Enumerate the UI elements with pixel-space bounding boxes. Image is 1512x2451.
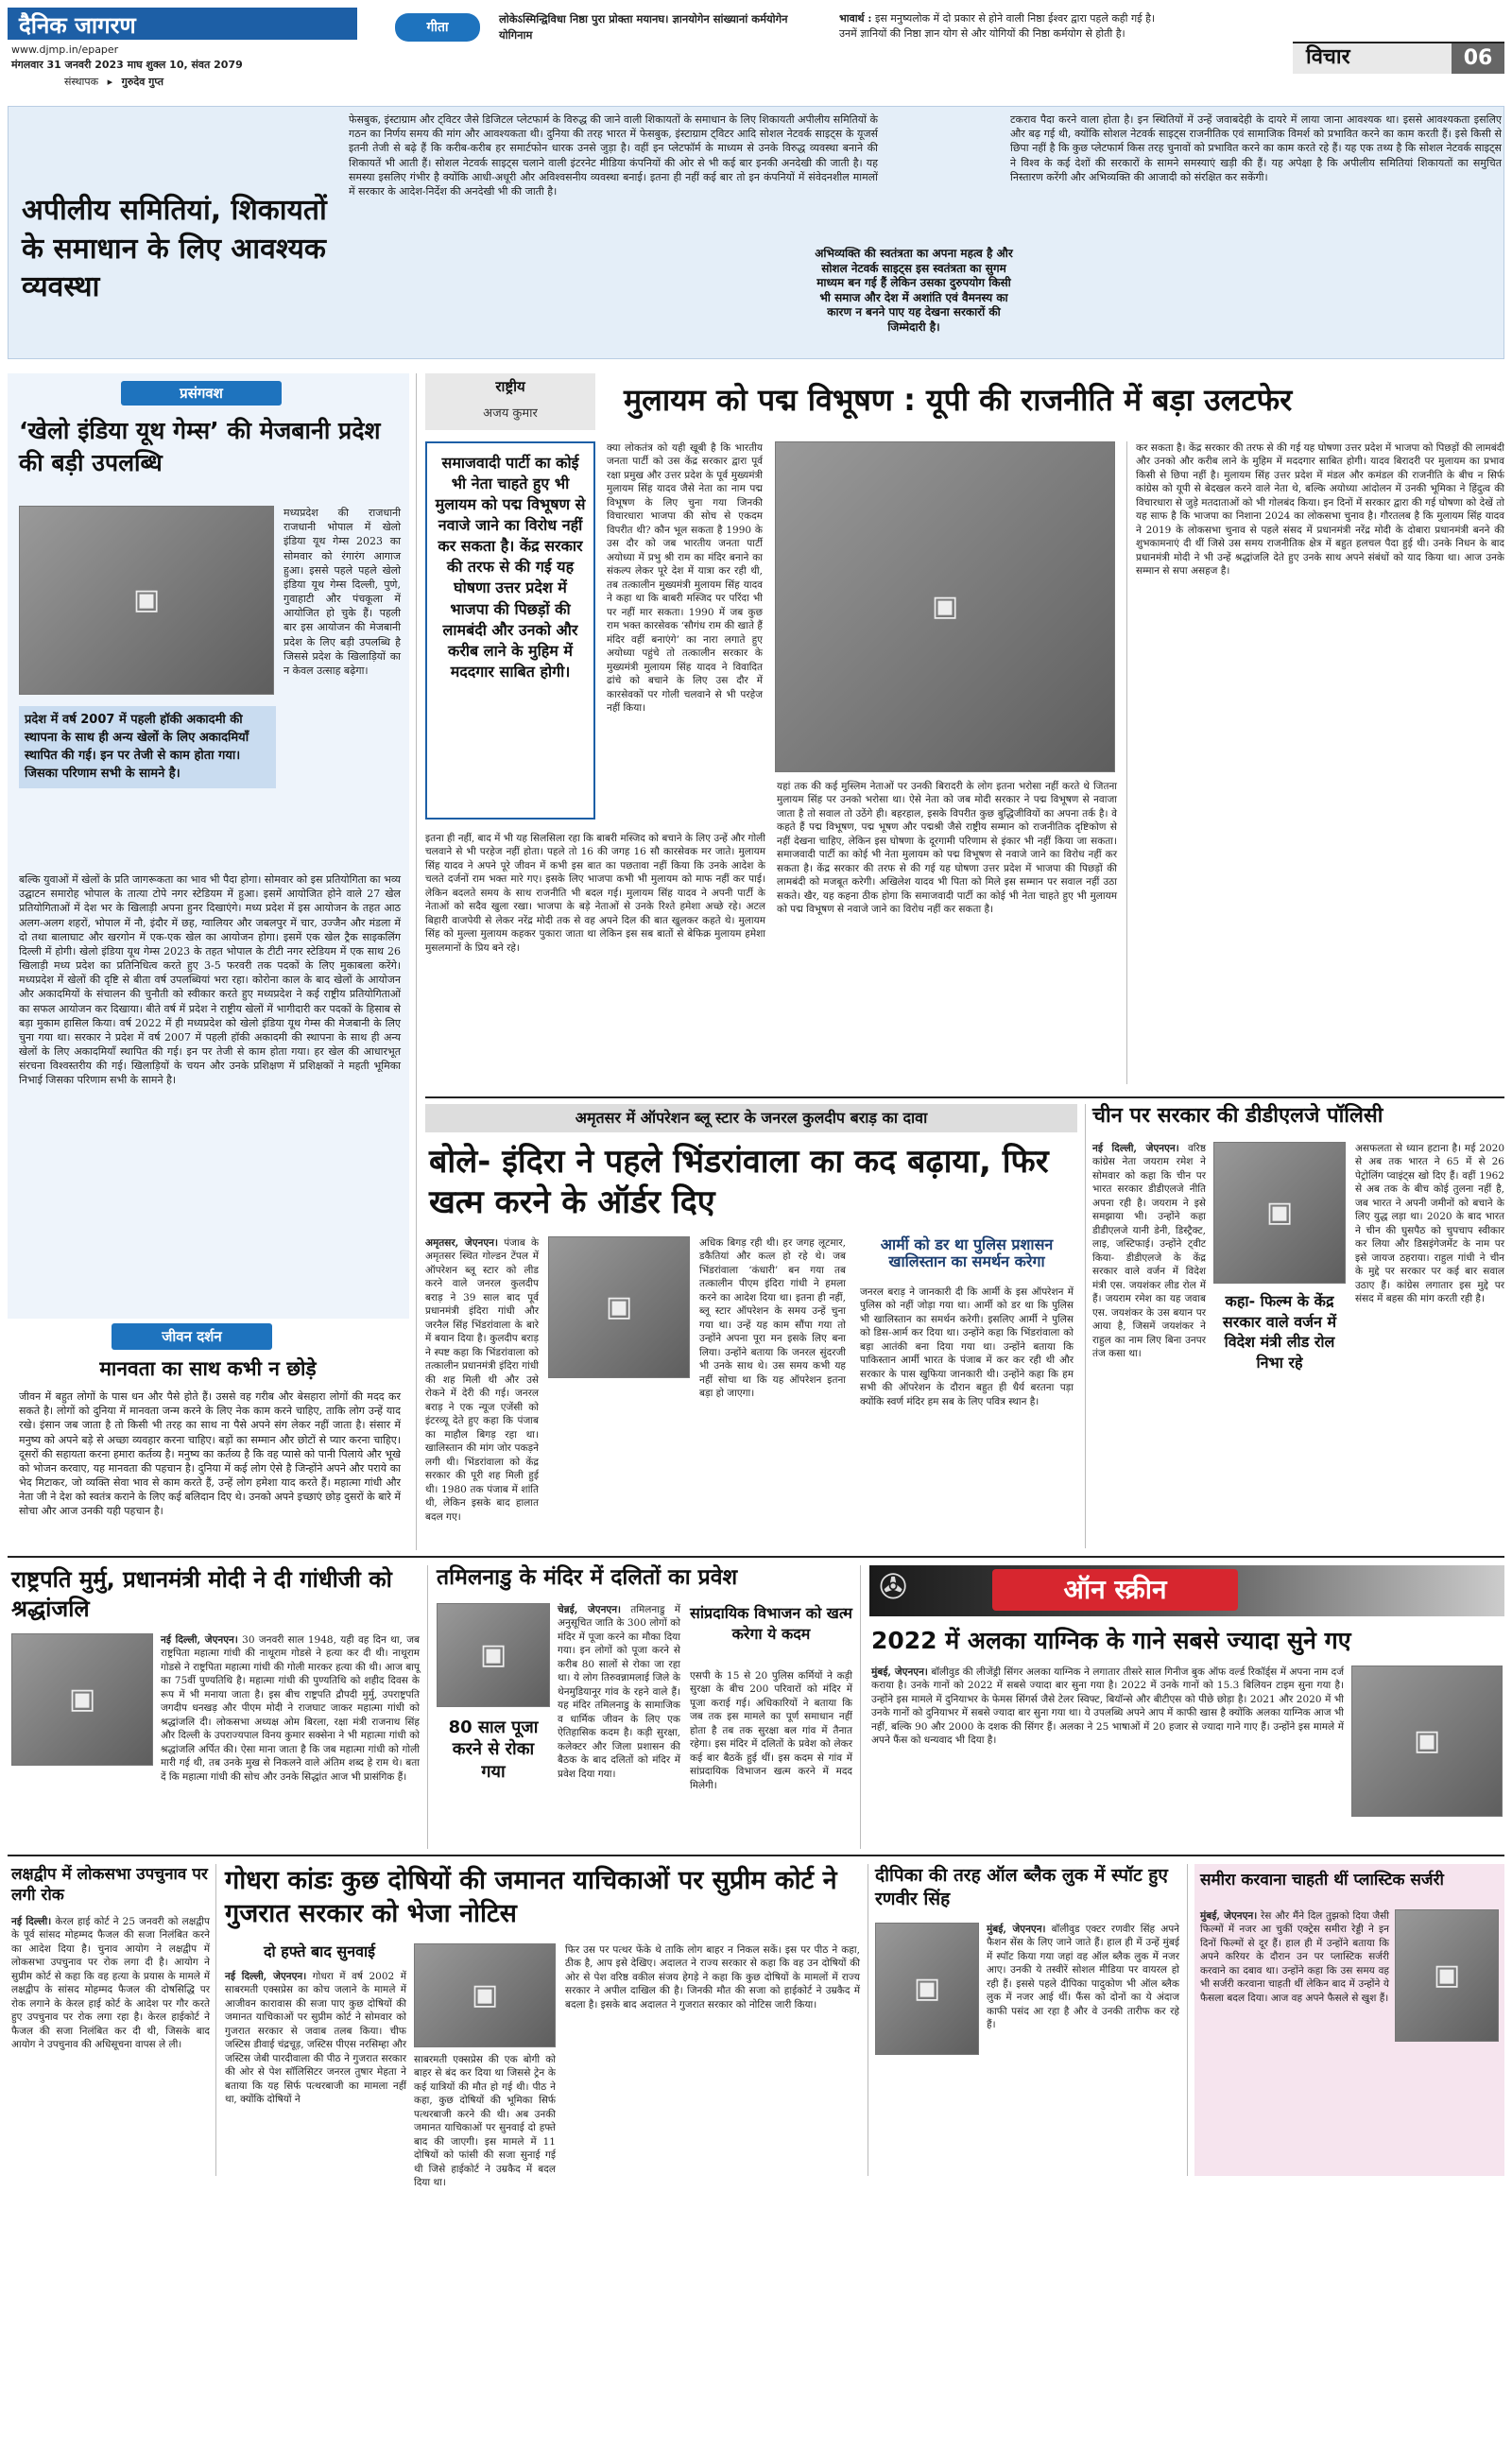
- lakshadweep-dateline: नई दिल्ली।: [11, 1916, 52, 1927]
- godhra-photo: [414, 1943, 556, 2047]
- column-divider: [1085, 1104, 1086, 1548]
- section-divider: [425, 1096, 1504, 1098]
- murmu-body-text: 30 जनवरी साल 1948, यही वह दिन था, जब राष्ट्रपिता महात्मा गांधी की नाथूराम गोडसे ने हत्या कर दी थी। नाथूराम गोडसे ने राष्ट्रपिता महात्मा गांधी की गोली मारकर हत्या की थी। आज बापू का 75वीं पुण्यतिथि है। महात्मा गांधी की पुण्यतिथि को शहीद दिवस के रूप में भी मनाया जाता है। इस बीच राष्ट्रपति द्रौपदी मुर्मु, उपराष्ट्रपति जगदीप धनखड़ और पीएम मोदी ने राजघाट जाकर महात्मा गांधी को श्रद्धांजलि दी। लोकसभा अध्यक्ष ओम बिरला, रक्षा मंत्री राजनाथ सिंह और दिल्ली के उपराज्यपाल विनय कुमार सक्सेना ने भी महात्मा गांधी को श्रद्धांजलि अर्पित की। ऐसा माना जाता है कि जब महात्मा गांधी को गोली मारी गई थी, तब उनके मुख से निकलने वाले अंतिम शब्द हे राम थे। बता दें कि महात्मा गांधी की सोच और उनके सिद्धांत आज भी प्रासंगिक हैं।: [161, 1634, 420, 1783]
- murmu-photo: [11, 1633, 153, 1766]
- mulayam-col-1: क्या लोकतंत्र को यही खूबी है कि भारतीय जनता पार्टी को उस केंद्र सरकार द्वारा पूर्व रक्षा प्रमुख और उत्तर प्रदेश के पूर्व मुख्यमंत्री मुलायम सिंह यादव जैसे नेता का नाम पद्म विभूषण के लिए चुना गया जिनकी विचारधारा भाजपा की सोच से एकदम विपरीत थी? कौन भूल सकता है 1990 के उस दौर को जब भारतीय जनता पार्टी अयोध्या में प्रभु श्री राम का मंदिर बनाने का संकल्प लेकर पूरे देश में यात्रा कर रही थी, तब तत्कालीन मुख्यमंत्री मुलायम सिंह यादव ने कहा था कि बाबरी मस्जिद पर परिंदा भी पर नहीं मार सकता। 1990 में जब कुछ राम भक्त कारसेवक ‘सौगंध राम की खाते हैं मंदिर वहीं बनाएंगे’ का नारा लगाते हुए अयोध्या पहुंचे तो तत्कालीन सरकार के मुख्यमंत्री मुलायम सिंह यादव ने विवादित ढांचे को बचाने के लिए उस दौर में कारसेवकों पर गोली चलवाने से भी परहेज नहीं किया।: [607, 442, 763, 715]
- jeevan-section: [8, 1323, 409, 1550]
- murmu-body: [161, 1633, 420, 1846]
- sameera-headline: समीरा करवाना चाहती थीं प्लास्टिक सर्जरी: [1200, 1871, 1444, 1890]
- sameera-photo: [1395, 1909, 1499, 2042]
- godhra-col-3: फिर उस पर पत्थर फेंके थे ताकि लोग बाहर न निकल सकें। इस पर पीठ ने कहा, ठीक है, आप इसे देखिए। अदालत ने राज्य सरकार से कहा कि वह उन दोषियों की ओर से पेश वरिष्ठ वकील संजय हेगड़े ने कहा कि कुछ दोषियों के मामलों में राज्य सरकार ने अपील दाखिल की है। जिनकी मौत की सजा को हाईकोर्ट ने उम्रकैद में बदला है। इसके बाद अदालत ने गुजरात सरकार को नोटिस जारी किया।: [565, 1944, 860, 2011]
- khelo-kicker: प्रसंगवश: [121, 381, 282, 406]
- godhra-sub-headline: दो हफ्ते बाद सुनवाई: [264, 1942, 375, 1960]
- bluestar-kicker: अमृतसर में ऑपरेशन ब्लू स्टार के जनरल कुलदीप बराड़ का दावा: [425, 1104, 1077, 1132]
- sameera-dateline: मुंबई, जेएनएन।: [1200, 1910, 1258, 1922]
- editor-name: गुरुदेव गुप्त: [121, 76, 164, 88]
- onscreen-body-text: बॉलीवुड की लीजेंड्री सिंगर अलका याग्निक ने लगातार तीसरे साल गिनीज बुक ऑफ वर्ल्ड रिकॉर्ड्स में अपना नाम दर्ज कराया है। उनके गानों को 2022 में सबसे ज्यादा बार सुना गया है। 2022 में उनके गानों को 15.3 बिलियन टाइम सुना गया है। उन्होंने इस मामले में दुनियाभर के फेमस सिंगर्स जैसे टेलर स्विफ्ट, बियॉन्से और बीटीएस को पीछे छोड़ा है। 2021 और 2020 में भी उनके गानों को दुनियाभर में सबसे ज्यादा बार सुना गया था। ये उपलब्धि अपने आप में काफी खास है क्योंकि अलका याग्निक आज भी नहीं, बल्कि 90 और 2000 के दशक की सिंगर हैं। अलका ने 25 भाषाओं में 20 हजार से ज्यादा गाने गाए हैं। उन्होंने इस मामले में अपने फैंस को धन्यवाद भी दिया है।: [871, 1666, 1345, 1747]
- website-link[interactable]: www.djmp.in/epaper: [11, 43, 119, 56]
- image-placeholder-icon: ▣: [1265, 1195, 1294, 1229]
- bluestar-headline: बोले- इंदिरा ने पहले भिंडरांवाला का कद बढ़ाया, फिर खत्म करने के ऑर्डर दिए: [429, 1143, 1049, 1221]
- mulayam-author: अजय कुमार: [483, 406, 538, 421]
- deepika-body: [987, 1923, 1179, 2172]
- deepika-dateline: मुंबई, जेएनएन।: [987, 1924, 1046, 1935]
- column-divider: [1187, 1864, 1188, 2176]
- editorial-col-1: फेसबुक, इंस्टाग्राम और ट्विटर जैसे डिजिटल प्लेटफार्म के विरुद्ध की जाने वाली शिकायतों के समाधान के लिए शिकायती अपीलीय समितियों के गठन का निर्णय समय की मांग और आवश्यकता थी। दुनिया की तरह भारत में फेसबुक, इंस्टाग्राम ट्विटर आदि सोशल नेटवर्क साइट्स के यूजर्स इतनी तेजी से बढ़े हैं कि करीब-करीब हर समार्टफोन धारक उनसे जुड़ा है। वहीं इन प्लेटफॉर्म के माध्यम से उनके विरुद्ध व्यवस्था बनाने की शिकायतें भी आती हैं। सोशल नेटवर्क साइट्स चलाने वाली इंटरनेट मीडिया कंपनियों की ओर से भी कई बार इनकी अनदेखी की जाती है। यह समस्या इसलिए गंभीर है क्योंकि आधी-अधूरी और अविश्वसनीय व्यवस्था बनाई। इतना ही नहीं कई बार तो इन कंपनियों में संवेदनशील मामलों में सरकार के आदेश-निर्देश की अनदेखी भी की जाती है।: [349, 113, 878, 198]
- tamilnadu-col-1: [558, 1603, 680, 1844]
- lakshadweep-section: [8, 1864, 211, 2176]
- page-number-box: [1452, 43, 1504, 74]
- sameera-section: [1194, 1864, 1504, 2176]
- image-placeholder-icon: ▣: [479, 1637, 507, 1671]
- china-col-2: असफलता से ध्यान हटाना है। मई 2020 से अब तक भारत ने 65 में से 26 पेट्रोलिंग प्वाइंट्स खो दिए हैं। वहीं 1962 से अब तक के बीच कोई तुलना नहीं है, जब भारत ने अपनी जमीनों को बचाने के लिए युद्ध लड़ा था। 2020 के बाद भारत ने चीन की घुसपैठ को चुपचाप स्वीकार कर लिया और डिसइंगेजमेंट के नाम पर इसे जायज ठहराया। राहुल गांधी ने चीन के मुद्दे पर सरकार पर कई बार सवाल उठाए हैं। कांग्रेस लगातार इस मुद्दे पर संसद में बहस की मांग करती रही है।: [1355, 1143, 1504, 1305]
- gita-label: गीता: [426, 20, 449, 35]
- editor-line: [64, 76, 163, 90]
- onscreen-body: [871, 1666, 1344, 1845]
- godhra-headline: गोधरा कांडः कुछ दोषियों की जमानत याचिकाओं पर सुप्रीम कोर्ट ने गुजरात सरकार को भेजा नोटिस: [225, 1866, 837, 1929]
- onscreen-headline: 2022 में अलका याग्निक के गाने सबसे ज्यादा सुने गए: [871, 1627, 1351, 1654]
- section-divider: [8, 1855, 1504, 1856]
- khelo-highlight: प्रदेश में वर्ष 2007 में पहली हॉकी अकादमी की स्थापना के साथ ही अन्य खेलों के लिए अकादमियाँ स्थापित की गई। इन पर तेजी से काम होता गया। जिसका परिणाम सभी के सामने है।: [19, 706, 276, 788]
- paper-name-logo[interactable]: [8, 8, 357, 40]
- khelo-photo: [19, 506, 274, 695]
- column-divider: [427, 1565, 428, 1849]
- china-headline: चीन पर सरकार की डीडीएलजे पॉलिसी: [1092, 1104, 1383, 1128]
- onscreen-banner-box: [869, 1565, 1504, 1616]
- mulayam-col-3: यहां तक की कई मुस्लिम नेताओं पर उनकी बिरादरी के लोग इतना भरोसा नहीं करते थे जितना मुलायम सिंह पर उनको भरोसा था। ऐसे नेता को जब मोदी सरकार ने पद्म विभूषण से नवाजा जाता है तो सवाल तो उठेंगे ही। बहरहाल, इसके विपरीत कुछ बुद्धिजीवियों का अपना तर्क है। वे कहते हैं पद्म विभूषण, पद्म भूषण और पद्मश्री जैसे राष्ट्रीय सम्मान को राजनीतिक दृष्टिकोण से नहीं देखना चाहिए, लेकिन इस घोषणा के दूरगामी परिणाम से इंकार भी नहीं किया जा सकता। समाजवादी पार्टी का कोई भी नेता मुलायम को पद्म विभूषण से नवाजे जाने का विरोध नहीं कर सकता है। केंद्र सरकार की तरफ से की गई यह घोषणा उत्तर प्रदेश में भाजपा की पिछड़ों की लामबंदी को मजबूत करेगी। अखिलेश यादव भी पिता को मिले इस सम्मान पर सवाल नहीं उठा सकते। खैर, यह कहना ठीक होगा कि समाजवादी पार्टी का कोई भी नेता चाहते हुए भी मुलायम को पद्म विभूषण से नवाजे जाने का विरोध नहीं कर सकता है।: [777, 781, 1117, 916]
- china-col-1-text: वरिष्ठ कांग्रेस नेता जयराम रमेश ने सोमवार को कहा कि चीन पर भारत सरकार डीडीएलजे नीति अपना रही है। जयराम ने इसे समझाया भी। उन्होंने कहा डीडीएलजे यानी डेनी, डिस्ट्रैक्ट, लाइ, जस्टिफाई। उन्होंने ट्वीट किया- डीडीएलजे के केंद्र सरकार वाले वर्जन में विदेश मंत्री एस. जयशंकर लीड रोल में हैं। जयराम रमेश का यह जवाब एस. जयशंकर के उस बयान पर आया है, जिसमें जयशंकर ने राहुल का नाम लिए बिना उनपर तंज कसा था।: [1092, 1143, 1207, 1360]
- bluestar-col-2: अधिक बिगड़ रही थी। हर जगह लूटमार, डकैतियां और कत्ल हो रहे थे। जब भिंडरांवाला ‘कंधारी’ बन गया तब तत्कालीन पीएम इंदिरा गांधी ने हमला करने का आदेश दिया था। इतना ही नहीं, ब्लू स्टार ऑपरेशन के समय उन्हें चुना गया था। उन्हें यह काम सौंपा गया तो उन्होंने अपना पूरा मन इसके लिए बना लिया। उन्होंने बताया कि जनरल सुंदरजी भी उनके साथ थे। उस समय कभी यह नहीं सोचा था कि यह ऑपरेशन इतना बड़ा हो जाएगा।: [699, 1237, 846, 1400]
- column-divider: [860, 1565, 861, 1849]
- date-line: मंगलवार 31 जनवरी 2023 माघ शुक्ल 10, संवत 2079: [11, 59, 243, 71]
- tamilnadu-headline: तमिलनाडु के मंदिर में दलितों का प्रवेश: [437, 1565, 738, 1590]
- tamilnadu-col-1-text: तमिलनाडु में अनुसूचित जाति के 300 लोगों को मंदिर में पूजा करने का मौका दिया गया। इन लोगों को पूजा करने से करीब 80 सालों से रोका जा रहा था। ये लोग तिरुवन्नामलाई जिले के थेनमुडियानूर गांव के रहने वाले हैं। यह मंदिर तमिलनाडु के सामाजिक व धार्मिक जीवन के लिए एक ऐतिहासिक कदम है। कड़ी सुरक्षा, कलेक्टर और जिला प्रशासन की बैठक के बाद दलितों को मंदिर में प्रवेश दिया गया।: [558, 1604, 680, 1780]
- image-placeholder-icon: ▣: [471, 1977, 499, 2011]
- image-placeholder-icon: ▣: [605, 1289, 633, 1323]
- murmu-section: [8, 1565, 423, 1849]
- onscreen-banner: ऑन स्क्रीन: [992, 1569, 1238, 1611]
- bluestar-dateline: अमृतसर, जेएनएन।: [425, 1237, 498, 1249]
- mulayam-kicker-box: [425, 373, 595, 430]
- image-placeholder-icon: ▣: [132, 582, 161, 616]
- tamilnadu-sub-headline: सांप्रदायिक विभाजन को खत्म करेगा ये कदम: [690, 1604, 852, 1643]
- tamilnadu-dateline: चेन्नई, जेएनएन।: [558, 1604, 622, 1615]
- image-placeholder-icon: ▣: [913, 1971, 941, 2005]
- deepika-photo: [875, 1923, 979, 2055]
- editorial-box: [8, 106, 1504, 359]
- bluestar-photo: [548, 1236, 690, 1378]
- film-reel-icon: ✇: [879, 1568, 908, 1607]
- mulayam-pull-quote-box: [425, 441, 595, 820]
- shloka-meaning-box: [839, 11, 1160, 42]
- onscreen-section: [869, 1565, 1504, 1849]
- khelo-headline: ‘खेलो इंडिया यूथ गेम्स’ की मेजबानी प्रदेश की बड़ी उपलब्धि: [19, 417, 381, 476]
- shloka-text: लोकेऽस्मिन्द्विविधा निष्ठा पुरा प्रोक्ता मयानघ। ज्ञानयोगेन सांख्यानां कर्मयोगेन योगिनाम: [499, 12, 788, 42]
- jeevan-headline: मानवता का साथ कभी न छोड़े: [99, 1357, 317, 1380]
- sameera-body-text: रेस और मैंने दिल तुझको दिया जैसी फिल्मों में नजर आ चुकीं एक्ट्रेस समीरा रेड्डी ने इन दिनों फिल्मों से दूर हैं। हाल ही में उन्होंने बताया कि अपने करियर के दौरान उन पर प्लास्टिक सर्जरी करवाने का दबाव था। उन्होंने कहा कि उस समय वह भी सर्जरी करवाना चाहती थीं लेकिन बाद में उन्होंने ये फैसला बदल दिया। आज वह अपने फैसले से खुश हैं।: [1200, 1910, 1389, 2004]
- tamilnadu-section: [437, 1565, 852, 1849]
- china-caption: कहा- फिल्म के केंद्र सरकार वाले वर्जन में विदेश मंत्री लीड रोल निभा रहे: [1222, 1292, 1337, 1372]
- editorial-headline: अपीलीय समितियां, शिकायतों के समाधान के लिए आवश्यक व्यवस्था: [22, 194, 327, 303]
- image-placeholder-icon: ▣: [931, 589, 959, 623]
- bluestar-section: [425, 1104, 1077, 1548]
- china-col-1: [1092, 1142, 1206, 1539]
- godhra-col-1: [225, 1970, 406, 2172]
- lakshadweep-body: [11, 1915, 210, 2172]
- godhra-section: [225, 1864, 860, 2189]
- mulayam-photo: [775, 441, 1115, 772]
- mulayam-col-2: इतना ही नहीं, बाद में भी यह सिलसिला रहा कि बाबरी मस्जिद को बचाने के लिए उन्हें और गोली चलवाने से भी परहेज नहीं होता। पहले तो 16 की जगह 16 सौ कारसेवक मर जाते। मुलायम सिंह यादव ने अपने पूरे जीवन में कभी इस बात का पछतावा नहीं किया कि उनके आदेश के चलते दर्जनों राम भक्त मारे गए। इसके लिए भाजपा कभी भी मुलायम को माफ नहीं कर पाई। लेकिन बदलते समय के साथ राजनीति भी बदल गई। मुलायम सिंह यादव ने अपनी पार्टी के नेताओं को सदैव खुला रखा। भाजपा के बड़े नेताओं से उनके रिश्ते हमेशा अच्छे रहे। अटल बिहारी वाजपेयी से लेकर नरेंद्र मोदी तक से वह अपने दिल की बात खुलकर कहते थे। मुलायम सिंह को मुल्ला मुलायम कहकर पुकारा जाता था लेकिन इस सब बातों से बेफिक्र मुलायम हमेशा मुसलमानों के प्रिय बने रहे।: [425, 833, 765, 954]
- murmu-headline: राष्ट्रपति मुर्मु, प्रधानमंत्री मोदी ने दी गांधीजी को श्रद्धांजलि: [11, 1566, 392, 1623]
- shloka-meaning: इस मनुष्यलोक में दो प्रकार से होने वाली निष्ठा ईश्वर द्वारा पहले कही गई है। उनमें ज्ञानियों की निष्ठा ज्ञान योग से और योगियों की निष्ठा कर्मयोग से होती है।: [839, 12, 1156, 40]
- onscreen-photo: [1351, 1666, 1503, 1817]
- section-title: विचार: [1306, 45, 1350, 69]
- china-dateline: नई दिल्ली, जेएनएन।: [1092, 1143, 1179, 1154]
- lakshadweep-body-text: केरल हाई कोर्ट ने 25 जनवरी को लक्षद्वीप के पूर्व सांसद मोहम्मद फैजल की सजा निलंबित करने का आदेश दिया है। चुनाव आयोग ने लक्षद्वीप में लोकसभा उपचुनाव पर रोक लगा दी है। आयोग ने सुप्रीम कोर्ट से कहा कि वह हत्या के प्रयास के मामले में लक्षद्वीप के सांसद मोहम्मद फैजल की दोषसिद्धि पर रोक लगाने के केरल हाई कोर्ट के आदेश पर गौर करते हुए उपचुनाव पर रोक लगा रहा है। केरल हाईकोर्ट ने फैजल की सजा निलंबित कर दी थी, जिसके बाद आयोग ने उपचुनाव की अधिसूचना वापस ले ली।: [11, 1916, 210, 2051]
- mulayam-headline: मुलायम को पद्म विभूषण : यूपी की राजनीति में बड़ा उलटफेर: [624, 382, 1293, 418]
- sameera-body: [1200, 1909, 1389, 2172]
- image-placeholder-icon: ▣: [1433, 1958, 1461, 1992]
- khelo-intro: मध्यप्रदेश की राजधानी राजधानी भोपाल में खेलो इंडिया यूथ गेम्स 2023 का सोमवार को रंगारंग आगाज हुआ। इससे पहले पहले खेलो इंडिया यूथ गेम्स दिल्ली, पुणे, गुवाहाटी और पंचकूला में आयोजित हो चुके हैं। पहली बार इस आयोजन की मेजबानी प्रदेश के लिए बड़ी उपलब्धि है जिससे प्रदेश के खिलाड़ियों का न केवल उत्साह बढ़ेगा।: [284, 507, 401, 677]
- column-divider: [215, 1864, 216, 2176]
- khelo-body: बल्कि युवाओं में खेलों के प्रति जागरूकता का भाव भी पैदा होगा। सोमवार को इस प्रतियोगिता का भव्य उद्घाटन समारोह भोपाल के तात्या टोपे नगर स्टेडियम में हुआ। इसमें आयोजित होने वाले 27 खेल प्रतियोगिताओं में देश भर के खिलाड़ी अपना हुनर दिखाएंगे। मध्य प्रदेश में इस आयोजन के तहत आठ अलग-अलग शहरों, भोपाल में नौ, इंदौर में छह, ग्वालियर और जबलपुर में चार, उज्जैन और मंडला में दो तथा बालाघाट और खरगोन में एक-एक खेल का आयोजन होगा। इसमें एक खेल ट्रैक साइकलिंग दिल्ली में होगी। खेलो इंडिया यूथ गेम्स 2023 के तहत भोपाल के टीटी नगर स्टेडियम में एक साथ 26 खिलाड़ी मध्य प्रदेश का प्रतिनिधित्व करते हुए 3-5 फरवरी तक पदकों के लिए मुकाबला करेंगे। मध्यप्रदेश में खेलों की दृष्टि से बीता वर्ष उपलब्धियां भरा रहा। कोरोना काल के बाद खेलों के आयोजन और अकादमियों के संचालन की चुनौती को स्वीकार करते हुए मध्यप्रदेश ने कई राष्ट्रीय प्रतियोगिताओं का सफल आयोजन कर दिखाया। बीते वर्ष में प्रदेश ने राष्ट्रीय खेलों में भागीदारी कर पदकों के हिसाब से बड़ा मुकाम हासिल किया। वर्ष 2022 में ही मध्यप्रदेश को खेलो इंडिया यूथ गेम्स की मेजबानी के लिए चुना गया था। सरकार ने प्रदेश में वर्ष 2007 में पहली हॉकी अकादमी की स्थापना के साथ ही अन्य खेलों के लिए अकादमियाँ स्थापित की गई। इन पर तेजी से काम होता गया। हर खेल की आधारभूत संरचना विश्वस्तरीय की गई। खिलाड़ियों के चयन और उनके प्रशिक्षण में प्रशिक्षकों ने महती भूमिका निभाई जिसका परिणाम सभी के सामने है।: [19, 873, 401, 1087]
- tamilnadu-quote: 80 साल पूजा करने से रोका गया: [448, 1717, 539, 1782]
- jeevan-body: जीवन में बहुत लोगों के पास धन और पैसे होते हैं। उससे वह गरीब और बेसहारा लोगों की मदद कर सकते है। लोगों को दुनिया में मानवता जन्म करने के लिए नेक काम करने चाहिए, ताकि लोग उन्हें याद रखे। इंसान जब जाता है तो किसी भी तरह का साथ ना पैसे अपने संग लेकर नहीं जाता है। संसार में मनुष्य को अपने बड़े से अच्छा व्यवहार करना चाहिए। बड़ों का सम्मान और छोटों से प्यार करना चाहिए। दूसरों की सहायता करना हमारा कर्तव्य है। मनुष्य का कर्तव्य है कि वह प्यासे को पानी पिलाये और भूखे को भोजन करवाए, यह मानवता की पहचान है। दुनिया में कई लोग ऐसे है जिन्होंने अपने और पराये का भेद मिटाकर, जो व्यक्ति सेवा भाव से काम करते हैं, उन्हें लोग हमेशा याद करते हैं। महात्मा गांधी और नेता जी ने देश को स्वतंत्र कराने के लिए कई बलिदान दिए थे। उनको अपने इच्छाएं छोड़ दुसरों के बारे में सोचा और आज उनकी यही पहचान है।: [19, 1390, 401, 1518]
- mulayam-col-4: कर सकता है। केंद्र सरकार की तरफ से की गई यह घोषणा उत्तर प्रदेश में भाजपा को पिछड़ों की लामबंदी और उनको और करीब लाने के मुहिम में मददगार साबित होगी। यादव बिरादरी पर मुलायम का प्रभाव किसी से छिपा नहीं है। मुलायम सिंह उत्तर प्रदेश में मंडल और कमंडल की राजनीति के बीच न सिर्फ कांग्रेस को यूपी से बेदखल करने वाले नेता थे, बल्कि अयोध्या आंदोलन में उनकी भूमिका ने हिंदुत्व की विचारधारा से जुड़े मतदाताओं को भी गोलबंद किया। इन दिनों में सरकार द्वारा की गई घोषणा को देखें तो यह साफ है कि भाजपा का निशाना 2024 का लोकसभा चुनाव है। गौरतलब है कि मुलायम सिंह यादव ने 2019 के लोकसभा चुनाव से पहले संसद में प्रधानमंत्री नरेंद्र मोदी के दोबारा प्रधानमंत्री बनने की शुभकामनाएं दी थीं जिसे उस समय राजनीतिक क्षेत्र में बहुत हलचल पैदा हुई थी। उनके निधन के बाद प्रधानमंत्री मोदी ने भी उन्हें श्रद्धांजलि देते हुए उनके साथ अपने संबंधों को याद किया था। आज उनके सम्मान से सपा असहज है।: [1136, 442, 1504, 578]
- editor-arrow-icon: ▸: [107, 76, 113, 88]
- editor-label: संस्थापक: [64, 76, 99, 88]
- bluestar-col-3: जनरल बराड़ ने जानकारी दी कि आर्मी के इस ऑपरेशन में पुलिस को नहीं जोड़ा गया था। आर्मी को डर था कि पुलिस भी खालिस्तान का समर्थन करेगी। इसलिए आर्मी ने पुलिस को डिस-आर्म कर दिया था। उन्होंने कहा कि भिंडरांवाला को बड़ा आतंकी बना दिया गया था। उन्होंने बताया कि पाकिस्तान आर्मी भारत के पंजाब में कर कर रही थी और सरकार के पास खुफिया जानकारी थी। उन्होंने कहा कि हम सभी की ऑपरेशन के दौरान बहुत ही धैर्य बरतना पड़ा क्योंकि स्वर्ण मंदिर हम सब के लिए पवित्र स्थान है।: [860, 1286, 1074, 1407]
- image-placeholder-icon: ▣: [68, 1682, 96, 1716]
- image-placeholder-icon: ▣: [1413, 1723, 1441, 1757]
- section-divider: [8, 1556, 1504, 1558]
- paper-name: दैनिक जागरण: [19, 12, 136, 39]
- godhra-col-1-text: गोधरा में वर्ष 2002 में साबरमती एक्सप्रेस का कोच जलाने के मामले में आजीवन कारावास की सजा पाए कुछ दोषियों की जमानत याचिकाओं पर सुप्रीम कोर्ट ने सोमवार को गुजरात सरकार से जवाब तलब किया। चीफ जस्टिस डीवाई चंद्रचूड़, जस्टिस पीएस नरसिम्हा और जस्टिस जेबी पारदीवाला की पीठ ने गुजरात सरकार की ओर से पेश सॉलिसिटर जनरल तुषार मेहता ने बताया कि यह सिर्फ पत्थरबाजी का मामला नहीं था, क्योंकि दोषियों ने: [225, 1971, 407, 2106]
- page-number: 06: [1463, 46, 1493, 70]
- jeevan-kicker: जीवन दर्शन: [112, 1323, 272, 1350]
- bluestar-col-1-text: पंजाब के अमृतसर स्थित गोल्डन टेंपल में ऑपरेशन ब्लू स्टार को लीड करने वाले जनरल कुलदीप बराड़ ने 39 साल बाद पूर्व प्रधानमंत्री इंदिरा गांधी और जरनैल सिंह भिंडरांवाला के बारे में बयान दिया है। कुलदीप बराड़ ने स्पष्ट कहा कि भिंडरांवाला को तत्कालीन प्रधानमंत्री इंदिरा गांधी की शह मिली थी और उसे रोकने में देरी की गई। जनरल बराड़ ने एक न्यूज एजेंसी को इंटरव्यू देते हुए कहा कि पंजाब का माहौल बिगड़ रहा था। खालिस्तान की मांग जोर पकड़ने लगी थी। भिंडरांवाला को केंद्र सरकार की पूरी शह मिली हुई थी। 1980 तक पंजाब में शांति थी, लेकिन इसके बाद हालात बदल गए।: [425, 1237, 540, 1523]
- khelo-section: [8, 373, 409, 1319]
- deepika-headline: दीपिका की तरह ऑल ब्लैक लुक में स्पॉट हुए रणवीर सिंह: [875, 1865, 1168, 1909]
- column-divider: [1126, 441, 1127, 1084]
- china-photo: [1213, 1142, 1346, 1284]
- deepika-section: [875, 1864, 1182, 2176]
- mulayam-pull-quote: समाजवादी पार्टी का कोई भी नेता चाहते हुए भी मुलायम को पद्म विभूषण से नवाजे जाने का विरोध नहीं कर सकता है। केंद्र सरकार की तरफ से की गई यह घोषणा उत्तर प्रदेश में भाजपा की पिछड़ों की लामबंदी और उनको और करीब लाने के मुहिम में मददगार साबित होगी।: [435, 454, 586, 681]
- mulayam-section: [425, 373, 1504, 1092]
- mulayam-kicker: राष्ट्रीय: [495, 378, 525, 395]
- godhra-col-2: साबरमती एक्सप्रेस की एक बोगी को बाहर से बंद कर दिया था जिससे ट्रेन के कई यात्रियों की मौत हो गई थी। पीठ ने कहा, कुछ दोषियों की भूमिका सिर्फ पत्थरबाजी करने की थी। अब उनकी जमानत याचिकाओं पर सुनवाई दो हफ्ते बाद की जाएगी। इस मामले में 11 दोषियों को फांसी की सजा सुनाई गई थी जिसे हाईकोर्ट ने उम्रकैद में बदल दिया था।: [414, 2054, 556, 2189]
- tamilnadu-col-2: एसपी के 15 से 20 पुलिस कर्मियों ने कड़ी सुरक्षा के बीच 200 परिवारों को मंदिर में पूजा कराई गई। अधिकारियों ने बताया कि जब तक इस मामले का पूर्ण समाधान नहीं होता है तब तक सुरक्षा बल गांव में तैनात रहेगा। इस मंदिर में दलितों के प्रवेश को लेकर कई बार बैठकें हुई थीं। इस कदम से गांव में सांप्रदायिक विभाजन खत्म करने में मदद मिलेगी।: [690, 1670, 852, 1791]
- bluestar-sub-headline: आर्मी को डर था पुलिस प्रशासन खालिस्तान का समर्थन करेगा: [880, 1235, 1054, 1271]
- editorial-col-2: टकराव पैदा करने वाला होता है। इन स्थितियों में उन्हें जवाबदेही के दायरे में लाया जाना आवश्यक था। इससे आवश्यकता इसलिए और बढ़ गई थी, क्योंकि सोशल नेटवर्क साइट्स राजनीतिक एवं सामाजिक विमर्श को प्रभावित करने का काम करती हैं। इसे किसी से छिपा नहीं है कि कुछ प्लेटफार्म किस तरह चुनावों को प्रभावित करने का काम करते रहे हैं। यह एक तथ्य है कि सोशल नेटवर्क साइट्स ने विश्व के कई देशों की सरकारों के सामने समस्याएं खड़ी की हैं। यह अपेक्षा है कि अपीलीय समितियां शिकायतों का समुचित निस्तारण करेंगी और अभिव्यक्ति की आजादी को संरक्षित कर सकेंगी।: [1010, 113, 1502, 183]
- godhra-dateline: नई दिल्ली, जेएनएन।: [225, 1971, 307, 1982]
- editorial-quote-text: अभिव्यक्ति की स्वतंत्रता का अपना महत्व है और सोशल नेटवर्क साइट्स इस स्वतंत्रता का सुगम माध्यम बन गई हैं लेकिन उसका दुरुपयोग किसी भी समाज और देश में अशांति एवं वैमनस्य का कारण न बनने पाए यह देखना सरकारों की जिम्मेदारी है।: [815, 247, 1013, 334]
- china-section: [1092, 1104, 1504, 1548]
- column-divider: [416, 373, 417, 1550]
- murmu-dateline: नई दिल्ली, जेएनएन।: [161, 1634, 238, 1646]
- onscreen-dateline: मुंबई, जेएनएन।: [871, 1666, 928, 1678]
- section-header: [1293, 42, 1504, 74]
- deepika-body-text: बॉलीवुड एक्टर रणवीर सिंह अपने फैशन सेंस के लिए जाने जाते हैं। हाल ही में उन्हें मुंबई में स्पॉट किया गया जहां वह ऑल ब्लैक लुक में नजर आए। उनकी ये तस्वीरें सोशल मीडिया पर वायरल हो रही हैं। इससे पहले दीपिका पादुकोण भी ऑल ब्लैक लुक में नजर आई थीं। फैंस को दोनों का ये अंदाज काफी पसंद आ रहा है और वे उनकी तारीफ कर रहे हैं।: [987, 1924, 1180, 2031]
- lakshadweep-headline: लक्षद्वीप में लोकसभा उपचुनाव पर लगी रोक: [11, 1865, 208, 1906]
- gita-badge: [395, 13, 480, 42]
- bluestar-col-1: [425, 1236, 539, 1544]
- tamilnadu-photo: [437, 1603, 550, 1707]
- shloka-meaning-label: भावार्थ :: [839, 12, 872, 25]
